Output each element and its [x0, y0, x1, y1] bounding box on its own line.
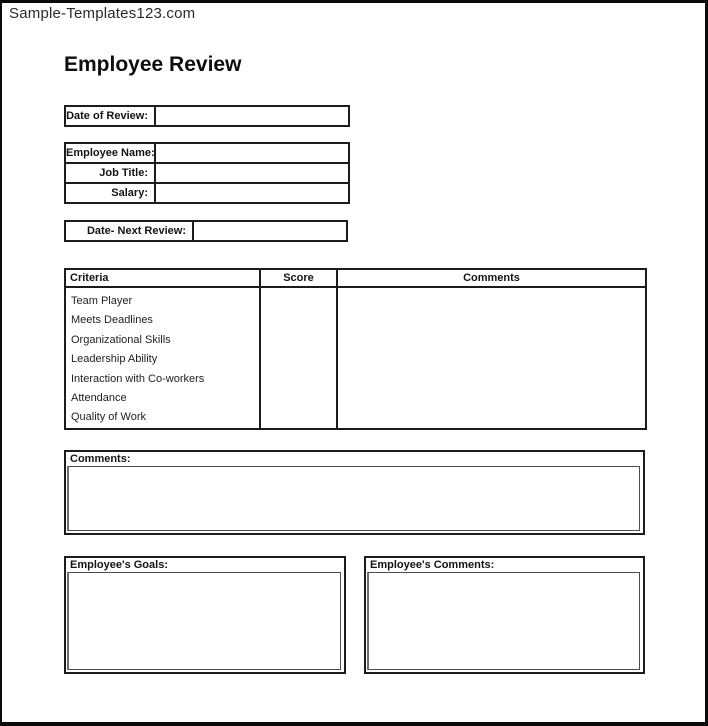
table-row	[65, 143, 349, 163]
criteria-item-organizational-skills: Organizational Skills	[71, 333, 171, 346]
employee-comments-section	[364, 556, 645, 674]
criteria-item-meets-deadlines: Meets Deadlines	[71, 314, 153, 327]
employee-goals-text-area[interactable]	[67, 572, 341, 670]
criteria-item-interaction-coworkers: Interaction with Co-workers	[71, 372, 205, 385]
comments-section-label: Comments:	[70, 453, 131, 465]
employee-name-input[interactable]	[155, 143, 349, 163]
date-of-review-label: Date of Review:	[65, 106, 155, 126]
date-next-review-input[interactable]	[193, 221, 347, 241]
employee-goals-section	[64, 556, 346, 674]
date-next-review-fieldbox	[64, 220, 348, 242]
criteria-header-row	[65, 269, 646, 287]
employee-name-label: Employee Name:	[65, 143, 155, 163]
table-row	[65, 183, 349, 203]
employee-comments-label: Employee's Comments:	[370, 559, 495, 571]
score-column-input[interactable]	[260, 287, 337, 429]
comments-section	[64, 450, 645, 535]
comments-header: Comments	[337, 269, 646, 287]
employee-goals-label: Employee's Goals:	[70, 559, 168, 571]
table-row	[65, 221, 347, 241]
criteria-header: Criteria	[65, 269, 260, 287]
criteria-body-row	[65, 287, 646, 429]
criteria-item-quality-of-work: Quality of Work	[71, 411, 146, 424]
page-title: Employee Review	[64, 53, 242, 76]
job-title-label: Job Title:	[65, 163, 155, 183]
comments-column-input[interactable]	[337, 287, 646, 429]
date-next-review-label: Date- Next Review:	[65, 221, 193, 241]
salary-label: Salary:	[65, 183, 155, 203]
employee-comments-text-area[interactable]	[367, 572, 640, 670]
criteria-item-attendance: Attendance	[71, 392, 127, 405]
score-header: Score	[260, 269, 337, 287]
criteria-list-cell	[65, 287, 260, 429]
criteria-table	[64, 268, 647, 430]
job-title-input[interactable]	[155, 163, 349, 183]
site-watermark: Sample-Templates123.com	[9, 5, 196, 22]
criteria-item-team-player: Team Player	[71, 295, 133, 307]
employee-info-fieldbox	[64, 142, 350, 204]
criteria-item-leadership-ability: Leadership Ability	[71, 353, 158, 366]
comments-text-area[interactable]	[67, 466, 640, 531]
salary-input[interactable]	[155, 183, 349, 203]
date-of-review-fieldbox	[64, 105, 350, 127]
table-row	[65, 106, 349, 126]
date-of-review-input[interactable]	[155, 106, 349, 126]
table-row	[65, 163, 349, 183]
